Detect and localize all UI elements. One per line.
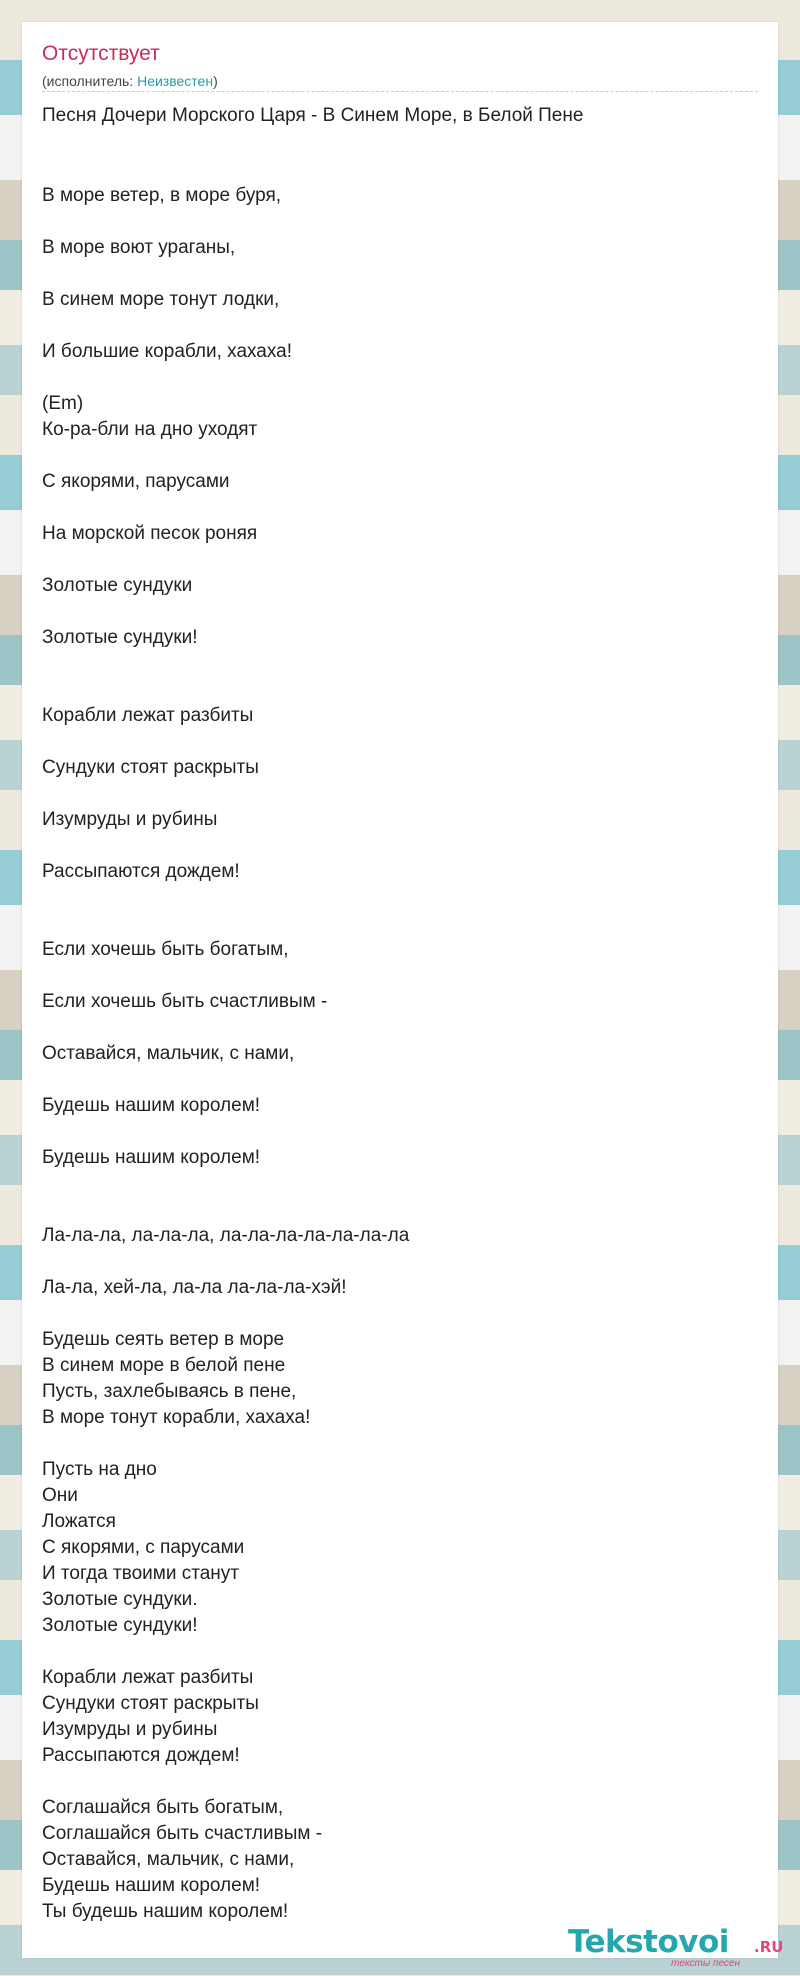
stanza-gap [42, 1171, 742, 1223]
lyric-line: Сундуки стоят раскрыты [42, 1693, 259, 1714]
logo-text: Tekstovoi [568, 1924, 729, 1960]
lyric-line: Если хочешь быть богатым, [42, 939, 289, 960]
artist-line [42, 73, 218, 89]
logo-tagline: тексты песен [671, 1958, 740, 1969]
lyric-line: Будешь сеять ветер в море [42, 1329, 285, 1350]
lyric-line: Корабли лежат разбиты [42, 705, 254, 726]
lyric-line: Будешь нашим королем! [42, 1875, 261, 1896]
lyric-line: Ла-ла-ла, ла-ла-ла, ла-ла-ла-ла-ла-ла-ла [42, 1225, 410, 1246]
lyric-line: Золотые сундуки [42, 575, 193, 596]
lyric-line: Изумруды и рубины [42, 1719, 218, 1740]
stanza-gap [42, 495, 742, 521]
lyric-line: С якорями, парусами [42, 471, 230, 492]
lyric-line: Ко-ра-бли на дно уходят [42, 419, 258, 440]
stanza-gap [42, 547, 742, 573]
song-subtitle: Песня Дочери Морского Царя - В Синем Море, в Белой Пене [42, 105, 584, 126]
artist-link[interactable]: Неизвестен [137, 73, 214, 89]
lyric-line: Ложатся [42, 1511, 116, 1532]
lyric-line: И большие корабли, хахаха! [42, 341, 293, 362]
lyric-line: (Em) [42, 393, 84, 414]
stanza-gap [42, 209, 742, 235]
stanza-gap [42, 1249, 742, 1275]
stanza-gap [42, 781, 742, 807]
lyric-line: И тогда твоими станут [42, 1563, 239, 1584]
lyric-line: Золотые сундуки. [42, 1589, 198, 1610]
lyric-line: С якорями, с парусами [42, 1537, 245, 1558]
lyric-line: Пусть на дно [42, 1459, 157, 1480]
lyric-line: Золотые сундуки! [42, 627, 198, 648]
stanza-gap [42, 261, 742, 287]
lyrics-body [42, 183, 742, 1925]
lyric-line: Рассыпаются дождем! [42, 1745, 240, 1766]
stanza-gap [42, 651, 742, 703]
stanza-gap [42, 1431, 742, 1457]
stanza-gap [42, 1769, 742, 1795]
lyric-line: В синем море в белой пене [42, 1355, 286, 1376]
lyric-line: Рассыпаются дождем! [42, 861, 240, 882]
stanza-gap [42, 1301, 742, 1327]
background-stripes-left [0, 0, 22, 1976]
lyric-line: Корабли лежат разбиты [42, 1667, 254, 1688]
stanza-gap [42, 443, 742, 469]
header-divider [42, 91, 758, 92]
lyric-line: В синем море тонут лодки, [42, 289, 280, 310]
lyric-line: Будешь нашим королем! [42, 1147, 261, 1168]
stanza-gap [42, 729, 742, 755]
lyric-line: В море тонут корабли, хахаха! [42, 1407, 311, 1428]
stanza-gap [42, 833, 742, 859]
stanza-gap [42, 963, 742, 989]
stanza-gap [42, 1639, 742, 1665]
lyric-line: В море воют ураганы, [42, 237, 236, 258]
lyric-line: Они [42, 1485, 78, 1506]
lyric-line: Золотые сундуки! [42, 1615, 198, 1636]
stanza-gap [42, 365, 742, 391]
stanza-gap [42, 885, 742, 937]
artist-suffix: ) [213, 73, 218, 89]
site-logo[interactable] [568, 1924, 798, 1968]
lyric-line: Ла-ла, хей-ла, ла-ла ла-ла-ла-хэй! [42, 1277, 347, 1298]
song-title: Отсутствует [42, 42, 160, 65]
lyric-line: Соглашайся быть счастливым - [42, 1823, 323, 1844]
lyric-line: Оставайся, мальчик, с нами, [42, 1043, 295, 1064]
lyric-line: Будешь нашим королем! [42, 1095, 261, 1116]
stanza-gap [42, 1119, 742, 1145]
background-stripes-right [778, 0, 800, 1976]
lyric-line: Соглашайся быть богатым, [42, 1797, 284, 1818]
lyric-line: На морской песок роняя [42, 523, 258, 544]
stanza-gap [42, 599, 742, 625]
logo-tld: .RU [754, 1938, 784, 1956]
lyric-line: Оставайся, мальчик, с нами, [42, 1849, 295, 1870]
lyric-line: Если хочешь быть счастливым - [42, 991, 328, 1012]
lyric-line: Ты будешь нашим королем! [42, 1901, 289, 1922]
stanza-gap [42, 313, 742, 339]
lyric-line: Сундуки стоят раскрыты [42, 757, 259, 778]
lyric-line: Изумруды и рубины [42, 809, 218, 830]
stanza-gap [42, 1067, 742, 1093]
lyric-line: Пусть, захлебываясь в пене, [42, 1381, 297, 1402]
lyric-line: В море ветер, в море буря, [42, 185, 282, 206]
lyrics-card [22, 22, 784, 1969]
artist-prefix: (исполнитель: [42, 73, 138, 89]
stanza-gap [42, 1015, 742, 1041]
